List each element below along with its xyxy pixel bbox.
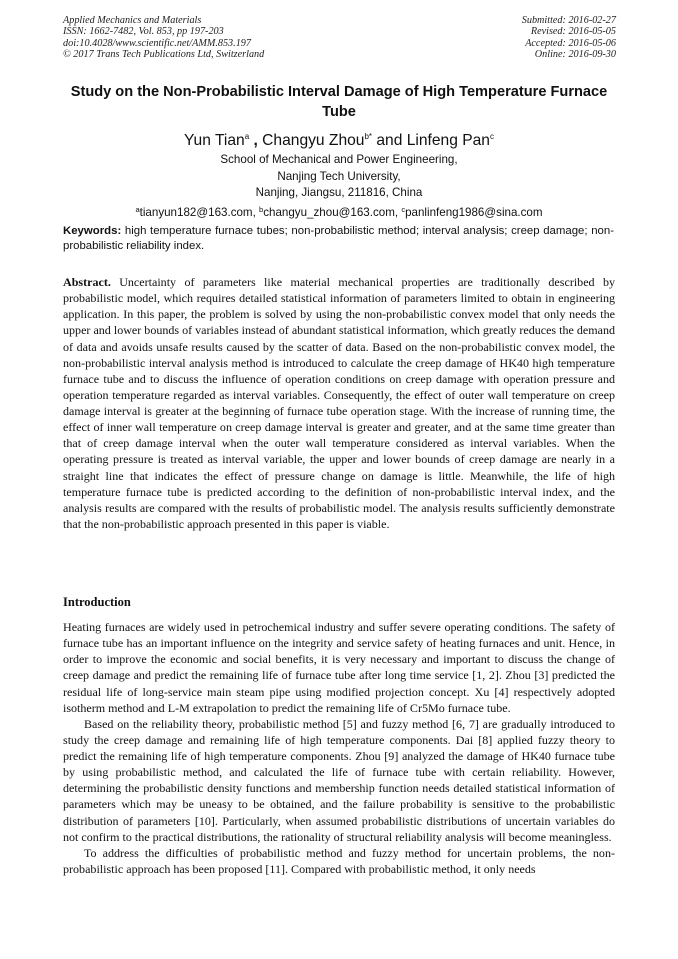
- email-mark: c: [401, 204, 406, 214]
- paragraph: Heating furnaces are widely used in petrochemical industry and suffer severe operating conditions. The safety of furnace tube has an important influence on the integrity and service safety of heating furnaces and unit. Hence, in order to improve the economic and social benefits, it is very necessary and important to discuss the change of creep damage and predict the remaining life of furnace tube after long time service [1, 2]. Zhou [3] predicted the residual life of long-service main steam pipe using modified projection concept. Xu [4] respectively adopted isotherm method and L-M extrapolation to predict the remaining life of Cr5Mo furnace tube.: [63, 620, 615, 715]
- date-online: Online: 2016-09-30: [534, 49, 616, 61]
- author-name: Linfeng Pan: [406, 132, 490, 149]
- paper-title: Study on the Non-Probabilistic Interval Damage of High Temperature Furnace Tube: [70, 84, 608, 120]
- abstract-text: Uncertainty of parameters like material mechanical properties are traditionally described by probabilistic model, which requires detailed statistical information of parameters limited to obtain in engineering application. In this paper, the problem is solved by using the non-probabilistic convex model that only needs the upper and lower bounds of variables instead of abundant statistical information, which greatly reduces the demand of data and avoids unsafe results caused by the scatter of data. Based on the non-probabilistic convex model, the non-probabilistic interval analysis method is introduced to calculate the creep damage of HK40 high temperature furnace tube and to discuss the influence of operation conditions on creep damage with operation pressure and operation temperature regarded as interval variables. Consequently, the effect of outer wall temperature on creep damage interval is greater at the beginning of furnace tube operation stage. With the increase of running time, the effect of inner wall temperature on creep damage interval is greater and greater, and at the same time greater than that of creep damage interval when the outer wall temperature considered as interval variables. When the operating pressure is treated as interval variable, the upper and lower bounds of creep damage are nearly in a straight line that indicates the effect of pressure change on damage is little. Meanwhile, the life of high temperature furnace tube is predicted according to the definition of non-probabilistic interval index, and the analysis results are compared with the results of probabilistic model. The analysis results sufficiently demonstrate that the non-probabilistic approach presented in this paper is viable.: [63, 275, 615, 531]
- author-name: Changyu Zhou: [262, 132, 365, 149]
- keywords: [63, 224, 614, 254]
- email-mark: b: [259, 204, 264, 214]
- affiliation-line: Nanjing, Jiangsu, 211816, China: [255, 186, 423, 199]
- abstract: [63, 274, 615, 532]
- author-name: Yun Tian: [184, 132, 245, 149]
- journal-doi: doi:10.4028/www.scientific.net/AMM.853.197: [63, 37, 251, 49]
- author-separator: ,: [249, 132, 263, 149]
- email-mark: a: [135, 204, 140, 214]
- email-link[interactable]: changyu_zhou@163.com,: [263, 205, 402, 219]
- journal-info: [63, 15, 264, 61]
- author-separator: and: [372, 132, 407, 149]
- author-affil-mark: b*: [364, 132, 373, 141]
- paragraph: Based on the reliability theory, probabilistic method [5] and fuzzy method [6, 7] are gradually introduced to study the creep damage and remaining life of high temperature components. Dai [8] applied fuzzy theory to predict the remaining life of high temperature components. Zhou [9] analyzed the damage of HK40 furnace tube by using probabilistic method, and calculated the life of furnace tube with certain reliability. However, determining the probabilistic density functions and membership function needs detailed statistical information of parameters which may be uneasy to be obtained, and the failure probability is sensitive to the probabilistic distribution of parameters [10]. Particularly, when assumed probabilistic distributions of uncertain variables do not confirm to the practical distributions, the rationality of structural reliability analysis will become meaningless.: [63, 716, 615, 844]
- email-link[interactable]: panlinfeng1986@sina.com: [405, 205, 543, 219]
- journal-issn: ISSN: 1662-7482, Vol. 853, pp 197-203: [63, 26, 224, 38]
- email-link[interactable]: tianyun182@163.com,: [139, 205, 260, 219]
- author-list: [60, 127, 618, 151]
- author-affil-mark: a: [244, 132, 250, 141]
- submission-dates: [522, 15, 616, 61]
- section-heading-introduction: Introduction: [63, 595, 131, 609]
- affiliation-line: School of Mechanical and Power Engineering,: [220, 153, 458, 166]
- journal-copyright: © 2017 Trans Tech Publications Ltd, Switzerland: [63, 49, 265, 61]
- affiliation: [60, 152, 618, 221]
- paragraph: To address the difficulties of probabilistic method and fuzzy method for uncertain problems, the non-probabilistic approach has been proposed [11]. Compared with probabilistic method, it only needs: [63, 845, 615, 876]
- author-affil-mark: c: [489, 132, 494, 141]
- date-revised: Revised: 2016-05-05: [530, 26, 616, 38]
- date-accepted: Accepted: 2016-05-06: [525, 37, 616, 49]
- keywords-label: Keywords:: [63, 225, 122, 237]
- date-submitted: Submitted: 2016-02-27: [521, 15, 616, 26]
- abstract-label: Abstract.: [63, 275, 111, 289]
- introduction-body: [63, 619, 615, 877]
- keywords-text: high temperature furnace tubes; non-probabilistic method; interval analysis; creep damage; non-probabilistic reliability index.: [63, 225, 614, 253]
- author-emails: [60, 202, 618, 222]
- journal-name: Applied Mechanics and Materials: [63, 15, 202, 26]
- affiliation-line: Nanjing Tech University,: [277, 169, 401, 183]
